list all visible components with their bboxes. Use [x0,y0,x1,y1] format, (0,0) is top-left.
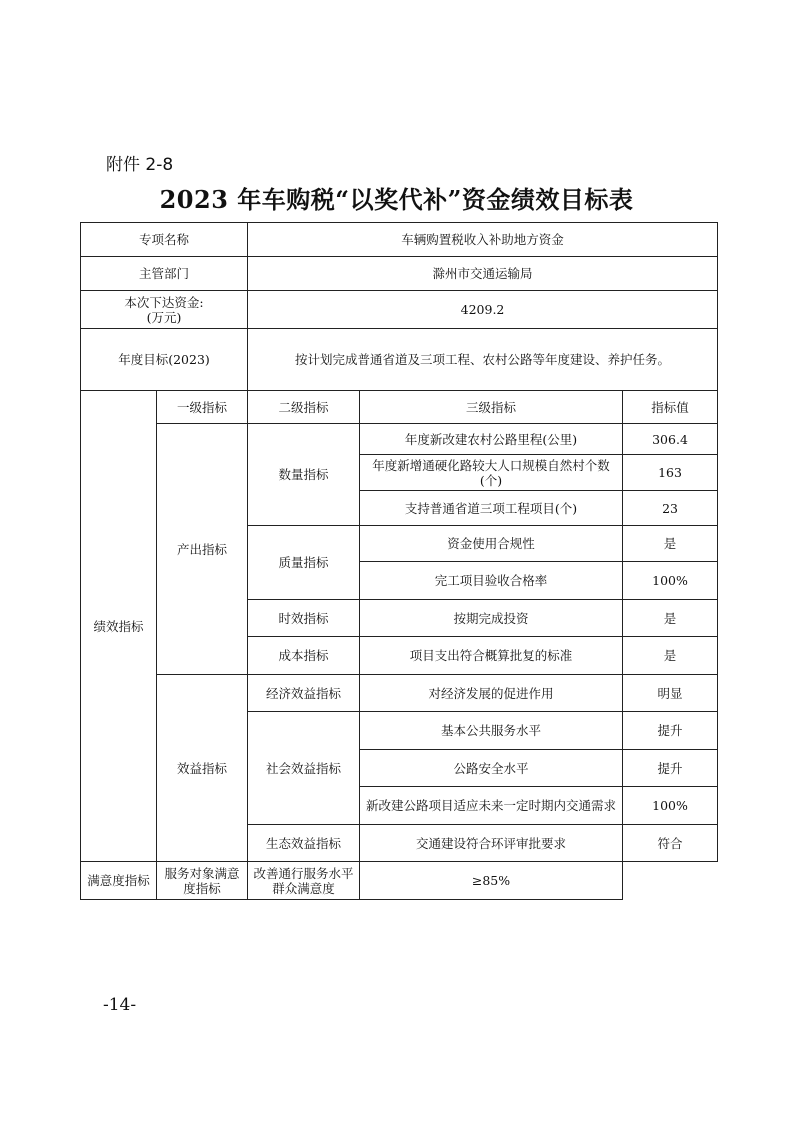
attachment-label: 附件 2-8 [106,155,174,175]
indicator-value: 符合 [623,825,718,862]
column-header-value: 指标值 [623,391,718,424]
level3-item: 改善通行服务水平群众满意度 [248,862,360,900]
indicator-group-label: 绩效指标 [81,391,157,862]
level3-item: 支持普通省道三项工程项目(个) [360,491,623,526]
table-row [81,257,718,291]
indicator-value: 100% [623,562,718,600]
funds-label-text: 本次下达资金: [124,294,204,310]
level3-item: 按期完成投资 [360,600,623,637]
level2-service-satisfaction: 服务对象满意度指标 [157,862,248,900]
funds-value: 4209.2 [248,291,718,329]
level1-satisfaction: 满意度指标 [81,862,157,900]
level3-item: 公路安全水平 [360,750,623,787]
level2-quantity: 数量指标 [248,424,360,526]
level3-item: 新改建公路项目适应未来一定时期内交通需求 [360,787,623,825]
table-row [81,391,718,424]
table-row [81,675,718,712]
level3-item: 对经济发展的促进作用 [360,675,623,712]
table-row [81,424,718,455]
level2-quality: 质量指标 [248,526,360,600]
annual-goal-value: 按计划完成普通省道及三项工程、农村公路等年度建设、养护任务。 [248,329,718,391]
indicator-value: 是 [623,526,718,562]
table-row [81,862,718,900]
indicator-value: 提升 [623,750,718,787]
level2-economic: 经济效益指标 [248,675,360,712]
column-header-level1: 一级指标 [157,391,248,424]
indicator-value: 23 [623,491,718,526]
department-value: 滁州市交通运输局 [248,257,718,291]
level2-cost: 成本指标 [248,637,360,675]
indicator-value: 306.4 [623,424,718,455]
page-title: 2023 年车购税“以奖代补”资金绩效目标表 [159,185,634,214]
project-name-label: 专项名称 [81,223,248,257]
level2-timeliness: 时效指标 [248,600,360,637]
indicator-value: 是 [623,637,718,675]
indicator-value: 163 [623,455,718,491]
column-header-level3: 三级指标 [360,391,623,424]
performance-table [80,222,718,900]
level1-output: 产出指标 [157,424,248,675]
indicator-value: 提升 [623,712,718,750]
indicator-value: 明显 [623,675,718,712]
level3-item: 基本公共服务水平 [360,712,623,750]
table-row [81,223,718,257]
level2-ecological: 生态效益指标 [248,825,360,862]
table-row [81,329,718,391]
level3-item: 完工项目验收合格率 [360,562,623,600]
project-name-value: 车辆购置税收入补助地方资金 [248,223,718,257]
level3-item: 资金使用合规性 [360,526,623,562]
column-header-level2: 二级指标 [248,391,360,424]
level3-item: 项目支出符合概算批复的标准 [360,637,623,675]
level2-social: 社会效益指标 [248,712,360,825]
page-number: -14- [103,995,137,1015]
indicator-value: ≥85% [360,862,623,900]
level3-item: 年度新改建农村公路里程(公里) [360,424,623,455]
annual-goal-label: 年度目标(2023) [81,329,248,391]
department-label: 主管部门 [81,257,248,291]
funds-label [81,291,248,329]
funds-unit-text: (万元) [146,309,182,325]
table-row [81,291,718,329]
level1-benefit: 效益指标 [157,675,248,862]
level3-item: 交通建设符合环评审批要求 [360,825,623,862]
indicator-value: 是 [623,600,718,637]
indicator-value: 100% [623,787,718,825]
level3-item: 年度新增通硬化路较大人口规模自然村个数(个) [360,455,623,491]
